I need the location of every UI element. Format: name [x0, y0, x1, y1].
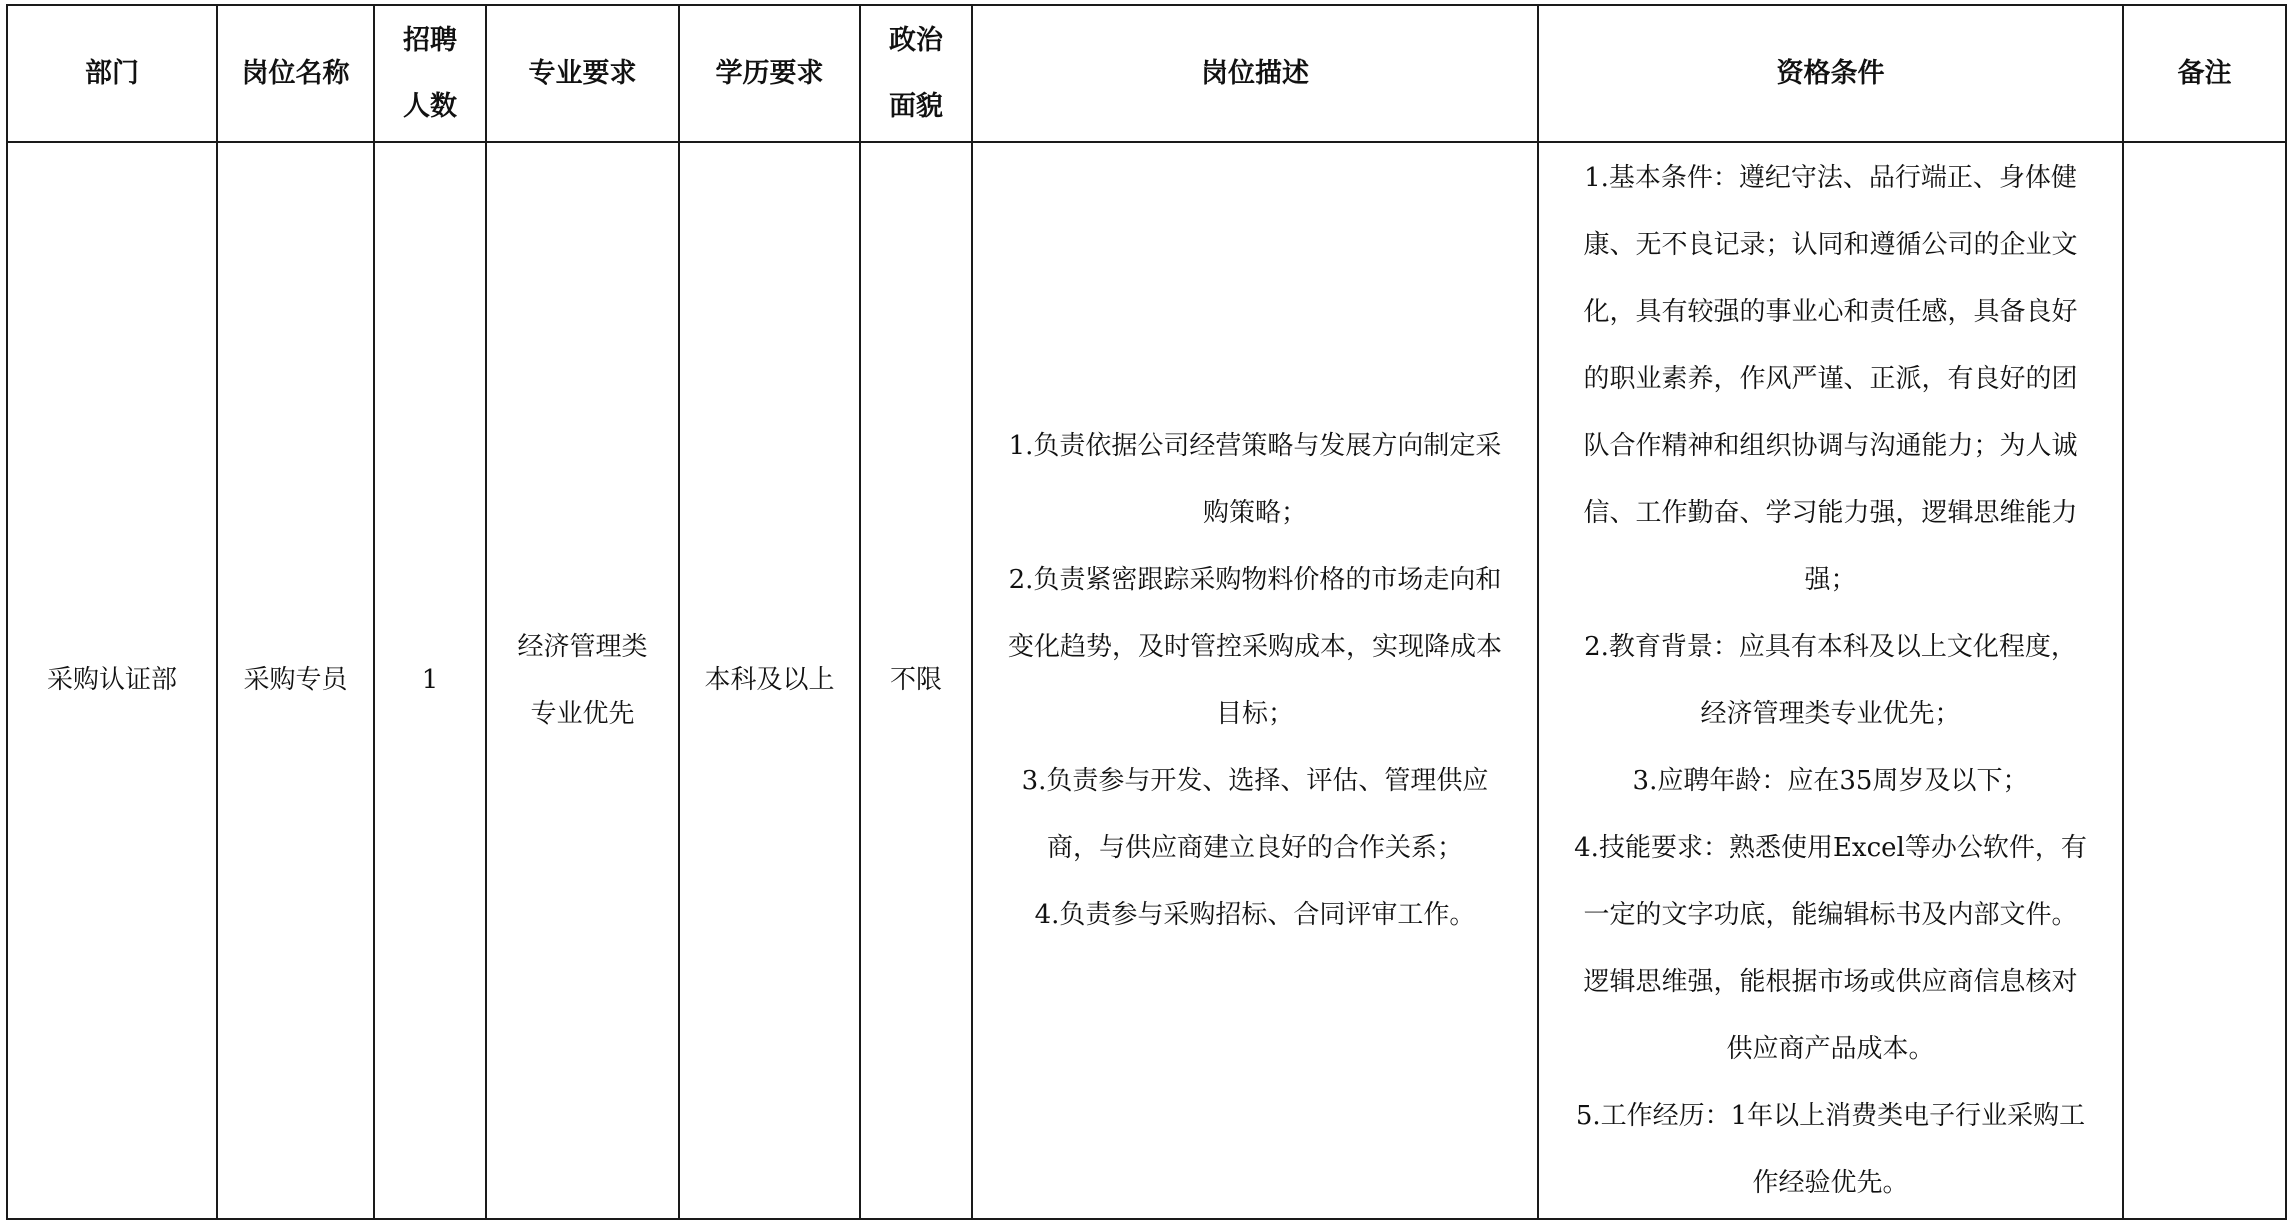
cell-position: 采购专员 — [217, 142, 374, 1219]
header-row — [7, 5, 2286, 142]
header-remarks: 备注 — [2123, 5, 2286, 142]
table-row — [7, 142, 2286, 1219]
header-description: 岗位描述 — [972, 5, 1538, 142]
description-item: 3.负责参与开发、选择、评估、管理供应 商，与供应商建立良好的合作关系； — [1021, 765, 1489, 863]
cell-education: 本科及以上 — [679, 142, 860, 1219]
header-political-status: 政治 面貌 — [860, 5, 972, 142]
header-qualifications: 资格条件 — [1538, 5, 2123, 142]
recruitment-table — [6, 4, 2287, 1220]
header-headcount: 招聘 人数 — [374, 5, 486, 142]
cell-political-status: 不限 — [860, 142, 972, 1219]
description-item: 1.负责依据公司经营策略与发展方向制定采 购策略； — [1008, 430, 1502, 528]
cell-major: 经济管理类 专业优先 — [486, 142, 679, 1219]
cell-headcount: 1 — [374, 142, 486, 1219]
qualification-item: 1.基本条件：遵纪守法、品行端正、身体健 康、无不良记录；认同和遵循公司的企业文 化，具有较强的事业心和责任感，具备良好 的职业素养，作风严谨、正派，有良好的团 队合作精神和组织协调与沟通能力；为人诚 信、工作勤奋、学习能力强，逻辑思维能力 强； — [1583, 162, 2078, 595]
cell-department: 采购认证部 — [7, 142, 217, 1219]
cell-qualifications — [1538, 142, 2123, 1219]
header-department: 部门 — [7, 5, 217, 142]
qualification-item: 2.教育背景：应具有本科及以上文化程度， 经济管理类专业优先； — [1584, 631, 2077, 729]
cell-description — [972, 142, 1538, 1219]
description-item: 2.负责紧密跟踪采购物料价格的市场走向和 变化趋势，及时管控采购成本，实现降成本 目标； — [1007, 564, 1502, 729]
header-major: 专业要求 — [486, 5, 679, 142]
qualification-item: 5.工作经历：1年以上消费类电子行业采购工 作经验优先。 — [1575, 1100, 2086, 1198]
description-item: 4.负责参与采购招标、合同评审工作。 — [1034, 899, 1476, 930]
cell-remarks — [2123, 142, 2286, 1219]
header-position: 岗位名称 — [217, 5, 374, 142]
qualification-item: 3.应聘年龄：应在35周岁及以下； — [1632, 765, 2029, 796]
header-education: 学历要求 — [679, 5, 860, 142]
qualification-item: 4.技能要求：熟悉使用Excel等办公软件，有 一定的文字功底，能编辑标书及内部文件。 逻辑思维强，能根据市场或供应商信息核对 供应商产品成本。 — [1574, 832, 2087, 1064]
